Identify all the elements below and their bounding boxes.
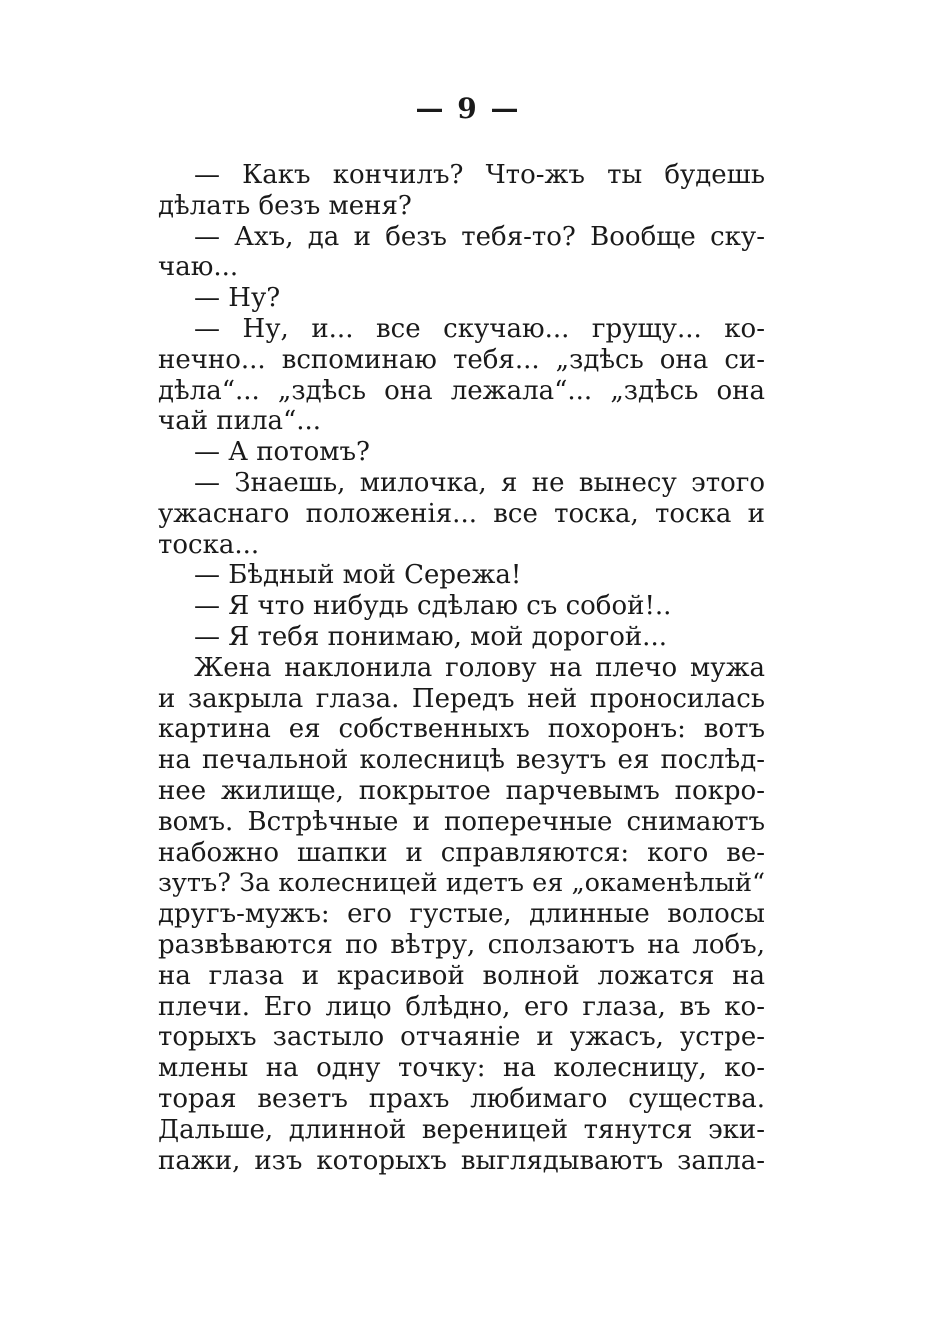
text-line: на печальной колесницѣ везутъ ея послѣд- bbox=[158, 745, 765, 776]
text-body bbox=[158, 160, 765, 1176]
text-line: пажи, изъ которыхъ выглядываютъ запла- bbox=[158, 1145, 765, 1176]
text-line: чаю... bbox=[158, 252, 239, 283]
text-line: чай пила“... bbox=[158, 406, 322, 437]
text-line: торая везетъ прахъ любимаго существа. bbox=[158, 1083, 765, 1114]
text-line: зутъ? За колесницей идетъ ея „окаменѣлый“ bbox=[158, 868, 765, 899]
text-line: — Я что нибудь сдѣлаю съ собой!.. bbox=[194, 591, 672, 622]
text-line: — Ну, и... все скучаю... грущу... ко- bbox=[194, 313, 765, 344]
text-line: Жена наклонила голову на плечо мужа bbox=[194, 652, 765, 683]
text-line: — Какъ кончилъ? Что-жъ ты будешь bbox=[194, 160, 765, 190]
text-line: развѣваются по вѣтру, сползаютъ на лобъ, bbox=[158, 929, 765, 960]
text-line: дѣлать безъ меня? bbox=[158, 190, 412, 221]
text-line: — Ахъ, да и безъ тебя-то? Вообще ску- bbox=[194, 221, 765, 252]
text-line: ужаснаго положенія... все тоска, тоска и bbox=[158, 498, 765, 529]
text-line: — Бѣдный мой Сережа! bbox=[194, 560, 522, 591]
text-line: и закрыла глаза. Передъ ней проносилась bbox=[158, 683, 765, 714]
text-line: торыхъ застыло отчаяніе и ужасъ, устре- bbox=[158, 1022, 765, 1053]
text-line: вомъ. Встрѣчные и поперечные снимаютъ bbox=[158, 806, 765, 837]
text-line: другъ-мужъ: его густые, длинные волосы bbox=[158, 899, 765, 930]
text-line: картина ея собственныхъ похоронъ: вотъ bbox=[158, 714, 765, 745]
text-line: на глаза и красивой волной ложатся на bbox=[158, 960, 765, 991]
page-number: — 9 — bbox=[415, 92, 521, 125]
text-line: — А потомъ? bbox=[194, 437, 370, 468]
text-line: плечи. Его лицо блѣдно, его глаза, въ ко- bbox=[158, 991, 765, 1022]
text-line: — Ну? bbox=[194, 283, 281, 314]
text-line: — Знаешь, милочка, я не вынесу этого bbox=[194, 467, 765, 498]
text-line: нечно... вспоминаю тебя... „здѣсь она си- bbox=[158, 344, 765, 375]
text-line: набожно шапки и справляются: кого ве- bbox=[158, 837, 765, 868]
text-line: тоска... bbox=[158, 529, 260, 560]
text-line: нее жилище, покрытое парчевымъ покро- bbox=[158, 775, 765, 806]
text-line: Дальше, длинной вереницей тянутся эки- bbox=[158, 1114, 765, 1145]
text-line: — Я тебя понимаю, мой дорогой... bbox=[194, 621, 667, 652]
text-line: дѣла“... „здѣсь она лежала“... „здѣсь она bbox=[158, 375, 765, 406]
text-line: млены на одну точку: на колесницу, ко- bbox=[158, 1053, 765, 1084]
